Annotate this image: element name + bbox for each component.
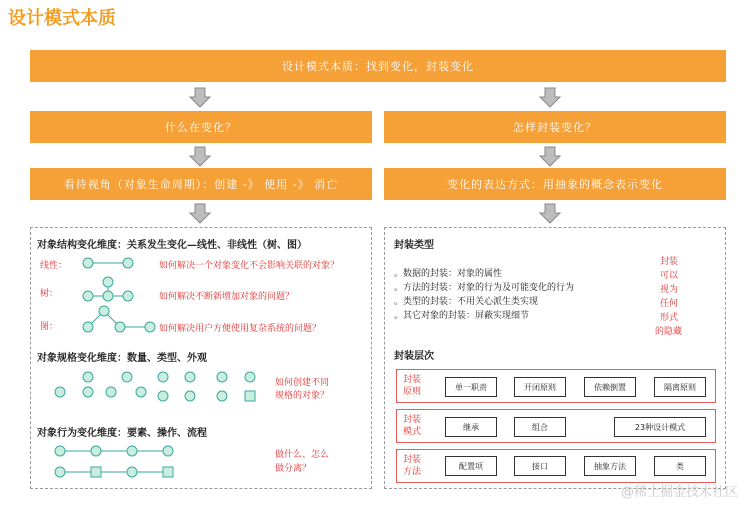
graph-question: 如何解决用户方便使用复杂系统的问题？ xyxy=(159,324,322,334)
behavior-question-1: 做什么、怎么 xyxy=(275,450,330,460)
level-cell: 配置项 xyxy=(445,456,497,476)
level-cell: 组合 xyxy=(514,417,566,437)
levels-title: 封装层次 xyxy=(394,351,434,362)
level-row-label: 封装 原则 xyxy=(402,375,421,397)
struct-title: 对象结构变化维度：关系发生变化—线性、非线性（树、图） xyxy=(37,240,307,251)
level-cell: 开闭原则 xyxy=(514,377,566,397)
level-row-label: 封装 方法 xyxy=(402,455,421,477)
tree-label: 树： xyxy=(40,289,59,299)
behavior-square-node xyxy=(91,467,101,477)
level-cell: 类 xyxy=(654,456,706,476)
level-cell: 隔离原则 xyxy=(654,377,706,397)
behavior-question-2: 做分离？ xyxy=(275,464,312,474)
level-cell: 继承 xyxy=(445,417,497,437)
scale-title: 对象规格变化维度：数量、类型、外观 xyxy=(37,353,207,364)
level-cell: 抽象方法 xyxy=(584,456,636,476)
behavior-node xyxy=(127,467,137,477)
behavior-title: 对象行为变化维度：要素、操作、流程 xyxy=(37,428,207,439)
watermark: @稀土掘金技术社区 xyxy=(620,485,738,500)
page-title: 设计模式本质 xyxy=(8,8,116,29)
linear-label: 线性： xyxy=(40,261,68,271)
type-item: 。其它对象的封装：屏蔽实现细节 xyxy=(394,311,530,321)
behavior-node xyxy=(163,446,173,456)
left-question-bar: 什么在变化？ xyxy=(30,111,372,143)
side-note-line: 视为 xyxy=(660,285,679,295)
linear-question: 如何解决一个对象变化不会影响关联的对象？ xyxy=(159,261,340,271)
level-cell: 单一职责 xyxy=(445,377,497,397)
types-title: 封装类型 xyxy=(394,240,434,251)
level-cell: 23种设计模式 xyxy=(614,417,706,437)
right-question-bar: 怎样封装变化？ xyxy=(384,111,726,143)
behavior-node xyxy=(55,446,65,456)
behavior-node xyxy=(127,446,137,456)
level-cell: 依赖倒置 xyxy=(584,377,636,397)
level-row-label: 封装 模式 xyxy=(402,415,421,437)
type-item: 。数据的封装：对象的属性 xyxy=(394,269,503,279)
type-item: 。类型的封装：不用关心派生类实现 xyxy=(394,297,539,307)
graph-label: 图： xyxy=(40,322,59,332)
type-item: 。方法的封装：对象的行为及可能变化的行为 xyxy=(394,283,575,293)
behavior-node xyxy=(55,467,65,477)
right-view-bar: 变化的表达方式：用抽象的概念表示变化 xyxy=(384,168,726,200)
side-note-line: 封装 xyxy=(660,257,679,267)
side-note-line: 的隐藏 xyxy=(655,327,683,337)
side-note-line: 任何 xyxy=(660,299,679,309)
tree-question: 如何解决不断新增加对象的问题？ xyxy=(159,292,295,302)
scale-question-2: 规格的对象？ xyxy=(275,391,330,401)
top-bar: 设计模式本质：找到变化，封装变化 xyxy=(30,50,726,82)
scale-question-1: 如何创建不同 xyxy=(275,378,330,388)
side-note-line: 可以 xyxy=(660,271,679,281)
side-note-line: 形式 xyxy=(660,313,679,323)
level-cell: 接口 xyxy=(514,456,566,476)
behavior-node xyxy=(91,446,101,456)
left-view-bar: 看待视角（对象生命周期）：创建 -》 使用 -》 消亡 xyxy=(30,168,372,200)
behavior-square-node xyxy=(163,467,173,477)
